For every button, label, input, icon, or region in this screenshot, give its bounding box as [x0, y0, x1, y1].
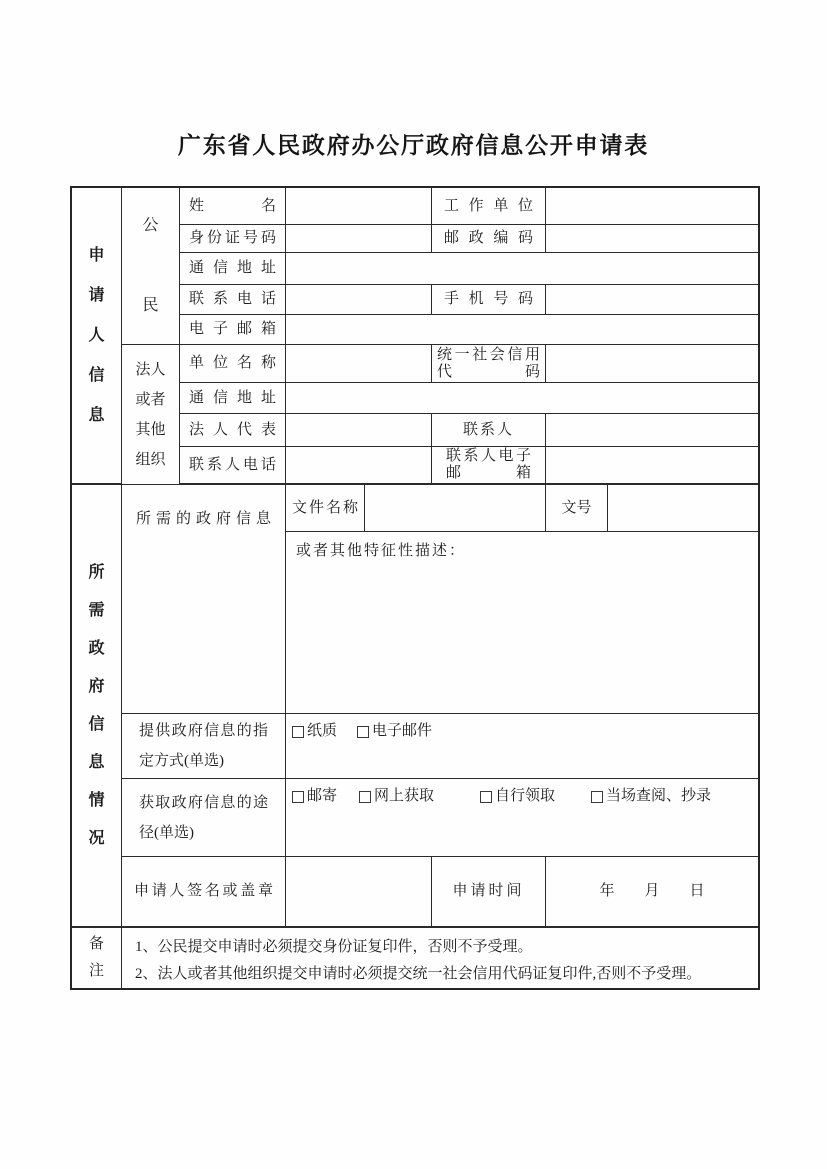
checkbox-icon: [359, 791, 371, 803]
checkbox-onsite-read-copy[interactable]: 当场查阅、抄录: [591, 786, 711, 807]
delivery-method-options: [286, 714, 758, 779]
legal-rep-label: 法人代表: [180, 414, 286, 447]
obtain-way-options: [286, 779, 758, 857]
organization-group-label-cell: [122, 345, 180, 485]
checkbox-icon: [357, 726, 369, 738]
postal-code-label: 邮政编码: [432, 225, 546, 253]
phone-value-cell[interactable]: [286, 285, 432, 315]
organization-group-label: 法人或者其他组织: [135, 361, 166, 468]
checkbox-icon: [591, 791, 603, 803]
remarks-label: 备注: [88, 936, 104, 979]
doc-number-value-cell[interactable]: [608, 485, 758, 532]
org-name-value-cell[interactable]: [286, 345, 432, 383]
other-description-cell[interactable]: [286, 532, 758, 714]
citizen-address-value-cell[interactable]: [286, 253, 758, 285]
checkbox-mail[interactable]: 邮寄: [292, 786, 337, 807]
signature-value-cell[interactable]: [286, 857, 432, 928]
work-unit-label: 工作单位: [432, 188, 546, 225]
contact-email-value-cell[interactable]: [546, 447, 758, 485]
citizen-group-label-cell: [122, 188, 180, 345]
contact-person-label: 联系人: [432, 414, 546, 447]
legal-rep-value-cell[interactable]: [286, 414, 432, 447]
name-value-cell[interactable]: [286, 188, 432, 225]
org-address-label: 通信地址: [180, 383, 286, 414]
email-label: 电子邮箱: [180, 315, 286, 345]
name-label: 姓名: [180, 188, 286, 225]
work-unit-value-cell[interactable]: [546, 188, 758, 225]
remark-line: 1、公民提交申请时必须提交身份证复印件，否则不予受理。: [135, 939, 533, 955]
checkbox-paper[interactable]: 纸质: [292, 721, 337, 742]
email-value-cell[interactable]: [286, 315, 758, 345]
remarks-content: [122, 928, 758, 988]
signature-label: 申请人签名或盖章: [122, 857, 286, 928]
checkbox-online[interactable]: 网上获取: [359, 786, 434, 807]
org-address-value-cell[interactable]: [286, 383, 758, 414]
contact-person-value-cell[interactable]: [546, 414, 758, 447]
checkbox-self-pickup[interactable]: 自行领取: [480, 786, 555, 807]
credit-code-label: 统一社会信用代码: [432, 345, 546, 383]
needed-info-label: 所需的政府信息: [122, 485, 286, 714]
apply-time-label: 申请时间: [432, 857, 546, 928]
checkbox-icon: [292, 791, 304, 803]
request-section-label-cell: [72, 485, 122, 928]
id-number-label: 身份证号码: [180, 225, 286, 253]
mobile-label: 手机号码: [432, 285, 546, 315]
doc-number-label: 文号: [546, 485, 608, 532]
postal-code-value-cell[interactable]: [546, 225, 758, 253]
checkbox-icon: [480, 791, 492, 803]
obtain-way-label: 获取政府信息的途径(单选): [122, 779, 286, 857]
application-form-table: [70, 186, 760, 990]
apply-date-text: 年 月 日: [599, 883, 705, 899]
other-description-label: 或者其他特征性描述：: [296, 543, 467, 559]
applicant-section-label-cell: [72, 188, 122, 485]
form-title: 广东省人民政府办公厅政府信息公开申请表: [177, 132, 650, 158]
checkbox-icon: [292, 726, 304, 738]
checkbox-email[interactable]: 电子邮件: [357, 721, 432, 742]
delivery-method-label: 提供政府信息的指定方式(单选): [122, 714, 286, 779]
remark-line: 2、法人或者其他组织提交申请时必须提交统一社会信用代码证复印件,否则不予受理。: [135, 966, 702, 982]
credit-code-value-cell[interactable]: [546, 345, 758, 383]
citizen-address-label: 通信地址: [180, 253, 286, 285]
contact-email-label: 联系人电子邮箱: [432, 447, 546, 485]
request-section-label: 所需政府信息情况: [88, 563, 105, 847]
org-name-label: 单位名称: [180, 345, 286, 383]
mobile-value-cell[interactable]: [546, 285, 758, 315]
apply-date-cell[interactable]: [546, 857, 758, 928]
applicant-section-label: 申请人信息: [88, 246, 105, 424]
remarks-label-cell: [72, 928, 122, 988]
id-number-value-cell[interactable]: [286, 225, 432, 253]
contact-phone-value-cell[interactable]: [286, 447, 432, 485]
citizen-group-label: 公民: [142, 217, 159, 314]
phone-label: 联系电话: [180, 285, 286, 315]
file-name-label: 文件名称: [286, 485, 365, 532]
contact-phone-label: 联系人电话: [180, 447, 286, 485]
file-name-value-cell[interactable]: [365, 485, 546, 532]
